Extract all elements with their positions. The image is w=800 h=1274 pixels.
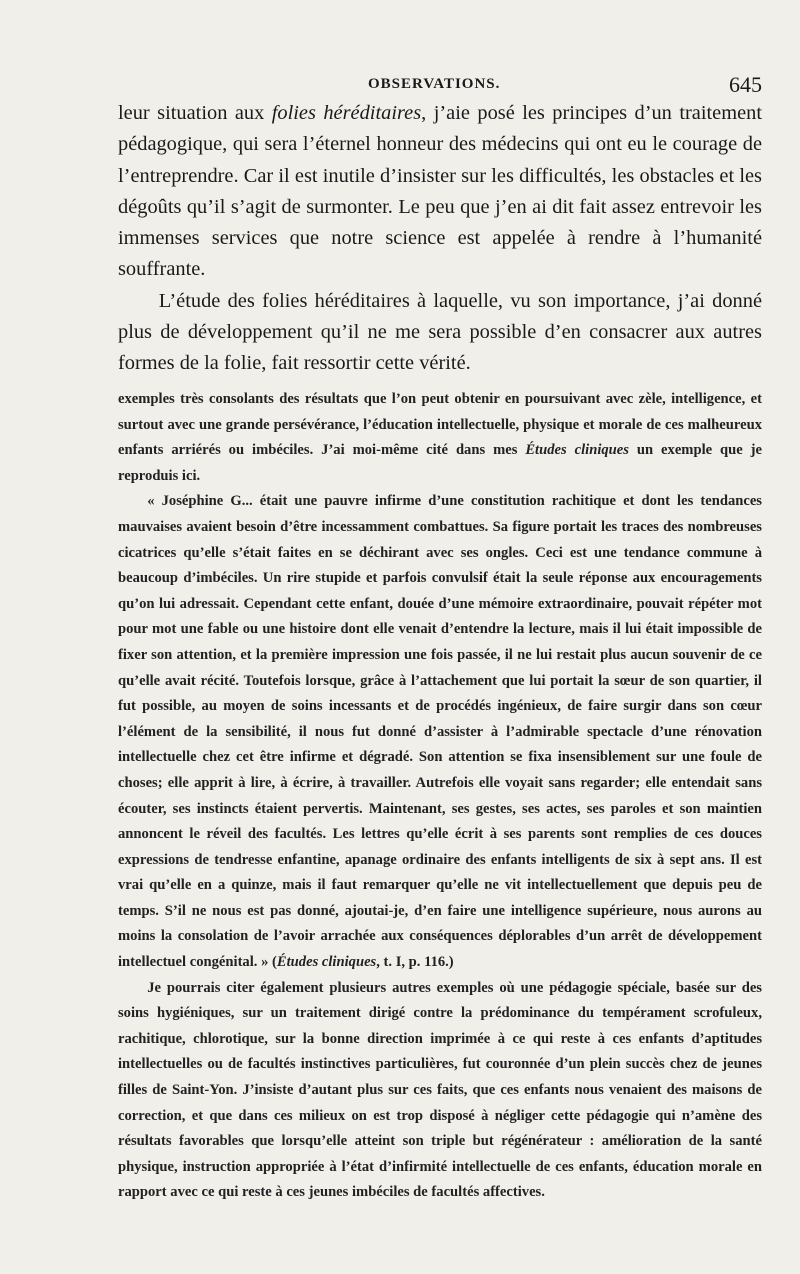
paragraph-2: L’étude des folies héréditaires à laquelle, vu son importance, j’ai donné plus de développement qu’il ne me sera possible d’en consacrer aux autres formes de la folie, fait ressortir cette vérité. <box>118 289 762 375</box>
page-header <box>118 72 762 100</box>
paragraph-1-start: leur situation aux <box>118 102 272 124</box>
paragraph-1-rest: , j’aie posé les principes d’un traitement pédagogique, qui sera l’éternel honneur des médecins qui ont eu le courage de l’entreprendre. Car il est inutile d’insister sur les difficultés, les obstacles et les dégoûts qu’il s’agit de surmonter. Le peu que j’en ai dit fait assez entrevoir les immenses services que notre science est appelée à rendre à l’humanité souffrante. <box>118 102 762 281</box>
footnote-block <box>118 387 762 1206</box>
page-number: 645 <box>729 72 762 97</box>
footnote-1-end: un exemple que je reproduis ici. <box>118 442 762 484</box>
footnote-1-italic: Études cliniques <box>525 442 629 459</box>
paragraph-1-italic: folies héréditaires <box>271 102 422 124</box>
footnote-1 <box>118 387 762 489</box>
footnote-3: Je pourrais citer également plusieurs autres exemples où une pédagogie spéciale, basée sur des soins hygiéniques, sur un traitement dirigé contre la prédominance du tempérament scrofuleux, rachitique, chlorotique, sur la bonne direction imprimée à ce qui reste à ces enfants d’aptitudes intellectuelles ou de facultés instinctives particulières, fut couronnée d’un plein succès chez de jeunes filles de Saint-Yon. J’insiste d’autant plus sur ces faits, que ces enfants nous venaient des maisons de correction, et que dans ces milieux on est trop disposé à négliger cette pédagogie qui n’amène des résultats favorables que lorsqu’elle atteint son triple but régénérateur : amélioration de la santé physique, instruction appropriée à l’état d’infirmité intellectuelle de ces enfants, éducation morale en rapport avec ce qui reste à ces jeunes imbéciles de facultés affectives. <box>118 979 762 1201</box>
footnote-2-quote: « Joséphine G... était une pauvre infirme d’une constitution rachitique et dont les tendances mauvaises avaient besoin d’être incessamment combattues. Sa figure portait les traces des nombreuses cicatrices qu’elle s’était faites en se déchirant avec ses ongles. Ceci est une tendance commune à beaucoup d’imbéciles. Un rire stupide et parfois convulsif était la seule réponse aux encouragements qu’on lui adressait. Cependant cette enfant, douée d’une mémoire extraordinaire, pouvait répéter mot pour mot une fable ou une histoire dont elle venait d’entendre la lecture, mais il lui était impossible de fixer son attention, et la première impression une fois passée, il ne lui restait plus aucun souvenir de ce qu’elle avait récité. Toutefois lorsque, grâce à l’attachement que lui portait la sœur de son quartier, il fut possible, au moyen de soins incessants et de procédés ingénieux, de faire surgir dans son cœur l’élément de la sensibilité, il nous fut donné d’assister à l’admirable spectacle d’une rénovation intellectuelle chez cet être infirme et dégradé. Son attention se fixa insensiblement sur une foule de choses; elle apprit à lire, à écrire, à travailler. Autrefois elle voyait sans regarder; elle entendait sans écouter, ses instincts étaient pervertis. Maintenant, ses gestes, ses actes, ses paroles et son maintien annoncent le réveil des facultés. Les lettres qu’elle écrit à ses parents sont remplies de ces douces expressions de tendresse enfantine, apanage ordinaire des enfants intelligents de six à sept ans. Il est vrai qu’elle en a quinze, mais il faut remarquer qu’elle ne vit intellectuellement que depuis peu de temps. S’il ne nous est pas donné, ajoutai-je, d’en faire une intelligence supérieure, nous aurons au moins la consolation de l’avoir arrachée aux conséquences déplorables d’un arrêt de développement intellectuel congénital. » ( <box>118 493 762 971</box>
main-text <box>118 98 762 380</box>
footnote-2-italic: Études cliniques <box>276 954 377 971</box>
footnote-2-end: , t. I, p. 116.) <box>376 954 454 971</box>
footnote-2 <box>118 489 762 975</box>
running-head: OBSERVATIONS. <box>368 76 501 92</box>
paragraph-1 <box>118 98 762 286</box>
footnote-1-start: exemples très consolants des résultats que l’on peut obtenir en poursuivant avec zèle, intelligence, et surtout avec une grande persévérance, l’éducation intellectuelle, physique et morale de ces malheureux enfants arriérés ou imbéciles. J’ai moi-même cité dans mes <box>118 391 762 459</box>
